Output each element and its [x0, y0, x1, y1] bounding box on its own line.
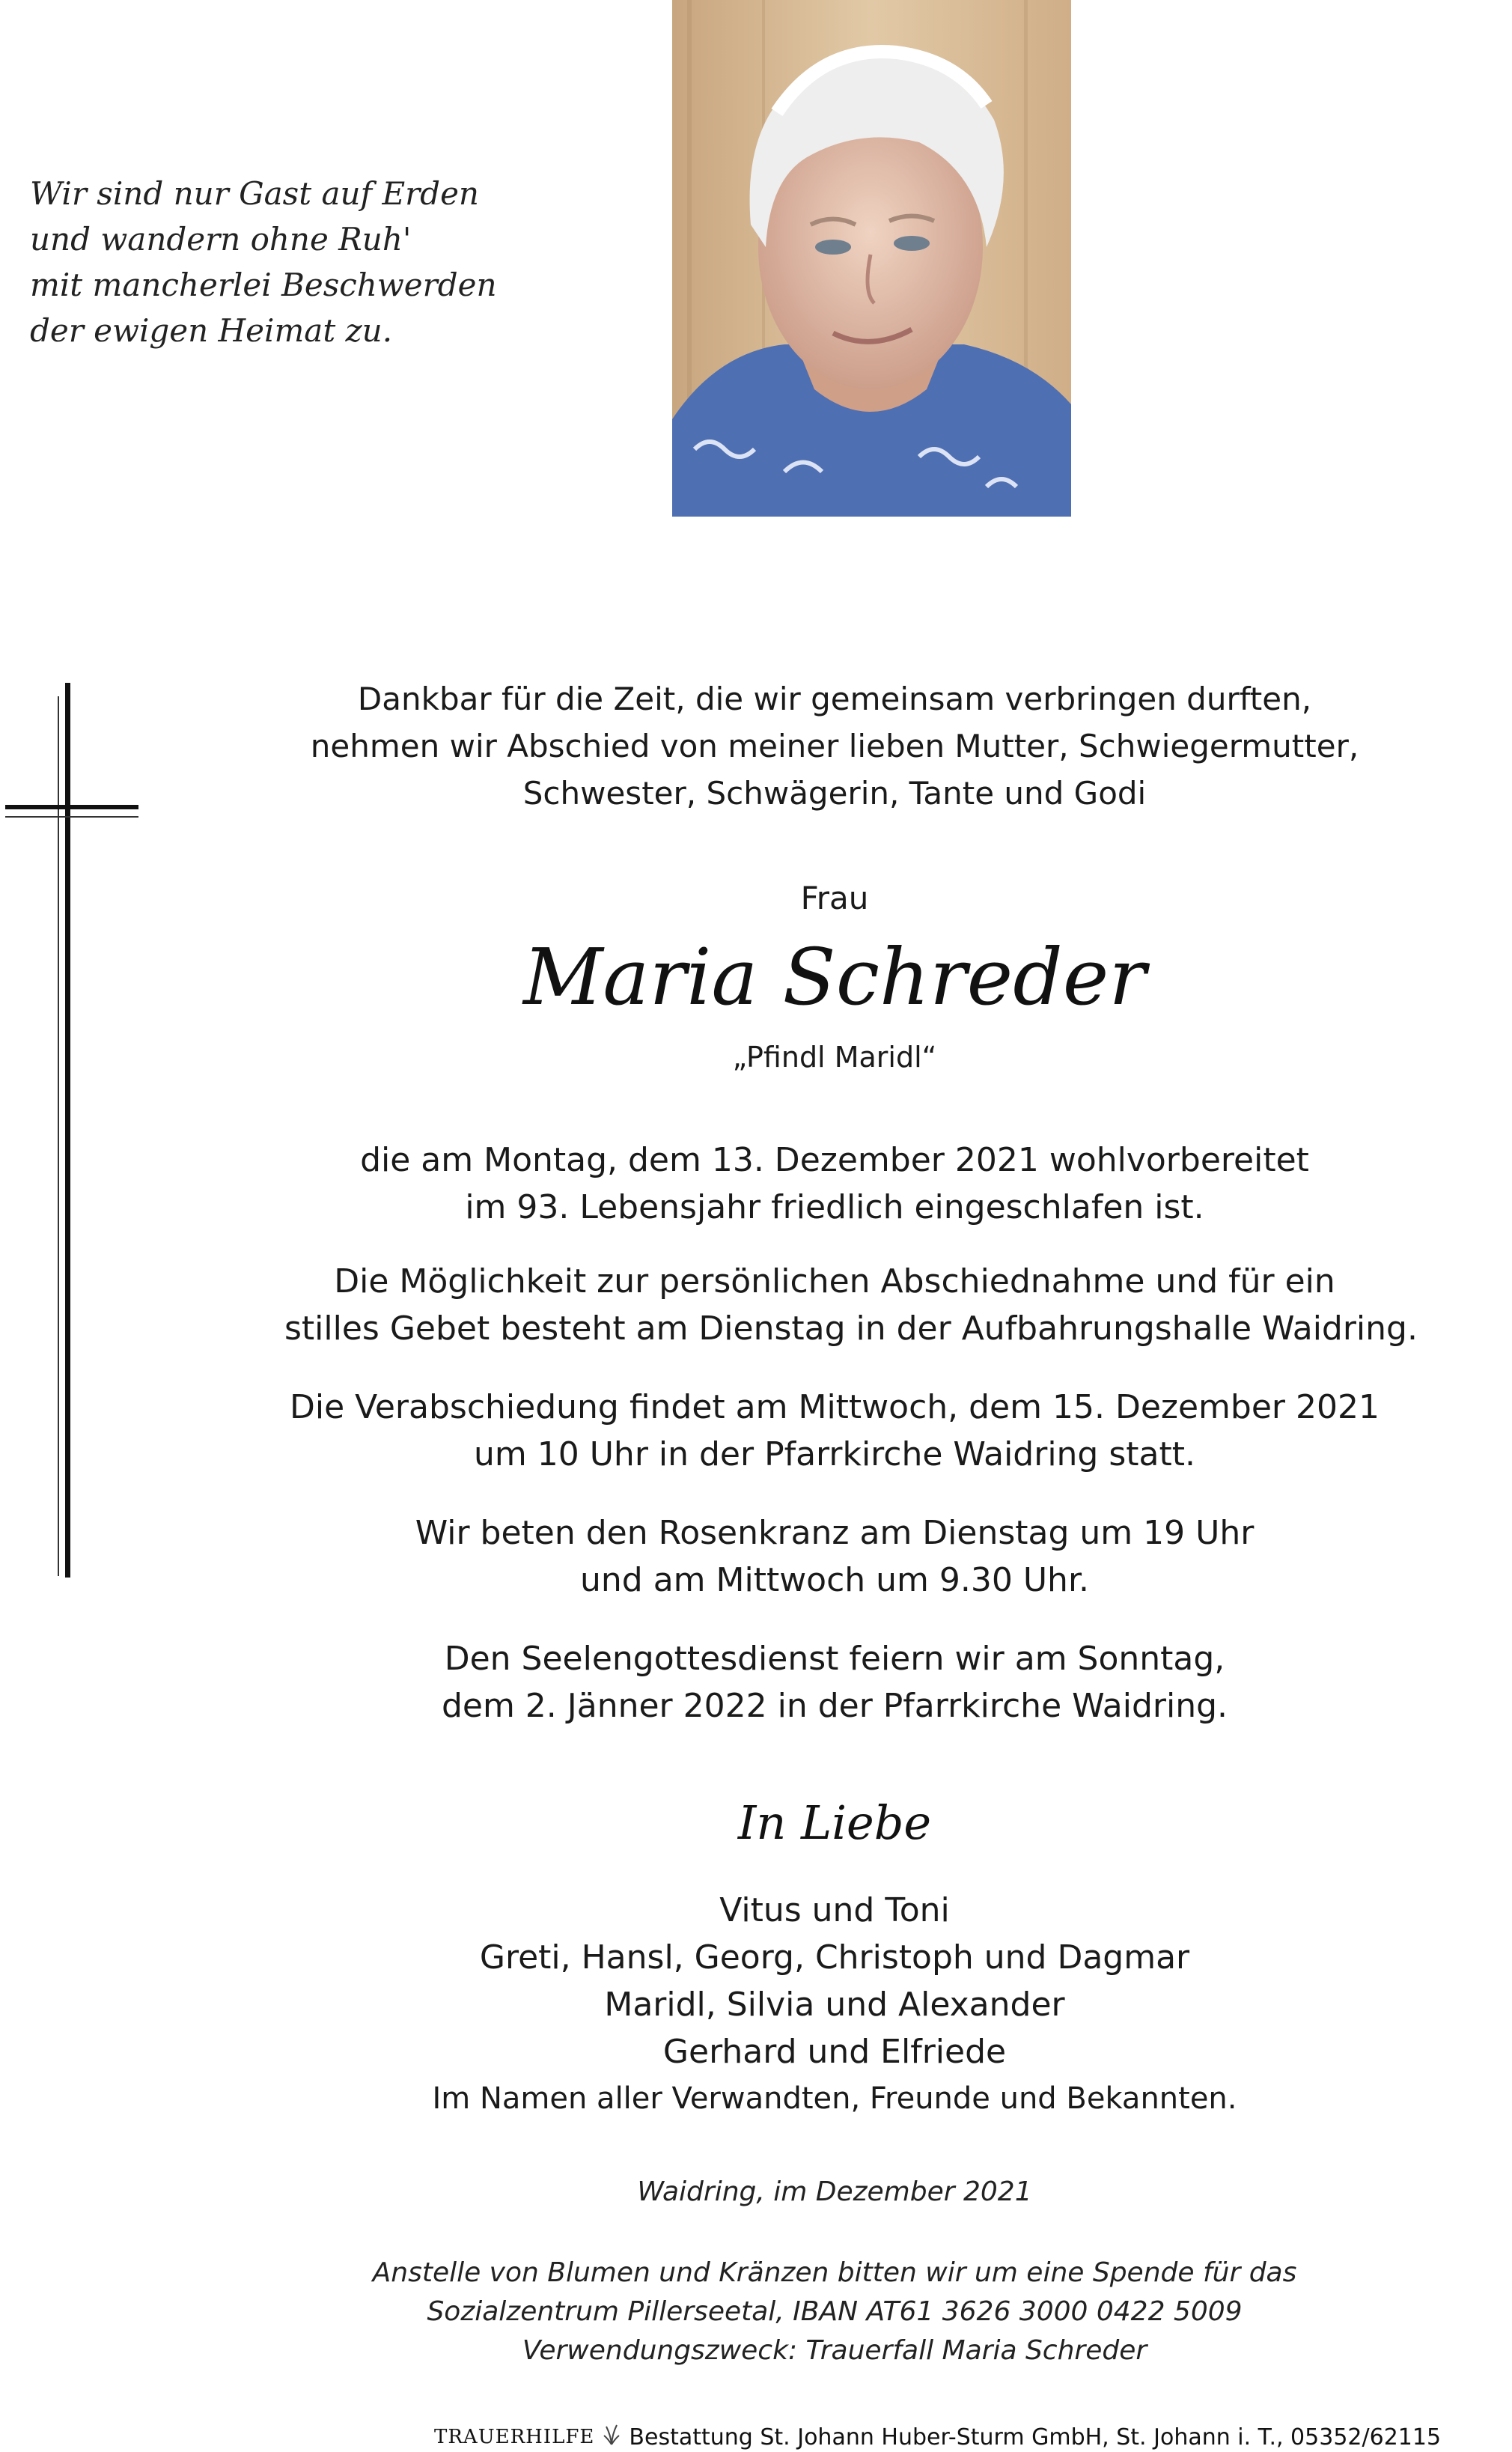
- viewing-notice: [284, 1258, 1418, 1352]
- salutation: Frau: [800, 880, 869, 916]
- farewell-notice: [284, 1384, 1385, 1478]
- farewell-line: Die Verabschiedung findet am Mittwoch, dem 15. Dezember 2021: [290, 1388, 1380, 1426]
- death-line: die am Montag, dem 13. Dezember 2021 wohlvorbereitet: [360, 1141, 1309, 1179]
- memorial-verse: [30, 171, 497, 353]
- footer: [434, 2422, 1441, 2452]
- portrait-photo: [672, 0, 1071, 517]
- donation-line: Verwendungszweck: Trauerfall Maria Schreder: [522, 2335, 1147, 2366]
- rosary-notice: [284, 1509, 1385, 1604]
- nickname: „Pfindl Maridl“: [732, 1041, 937, 1074]
- mass-line: Den Seelengottesdienst feiern wir am Sonntag,: [444, 1640, 1225, 1678]
- family-line: Vitus und Toni: [719, 1891, 950, 1929]
- leaf-icon: [602, 2422, 621, 2452]
- deceased-name: Maria Schreder: [522, 931, 1147, 1023]
- intro-line: Schwester, Schwägerin, Tante und Godi: [522, 775, 1147, 812]
- intro-line: nehmen wir Abschied von meiner lieben Mutter, Schwiegermutter,: [310, 728, 1359, 764]
- family-line: Greti, Hansl, Georg, Christoph und Dagmar: [479, 1938, 1190, 1977]
- viewing-line: stilles Gebet besteht am Dienstag in der Aufbahrungshalle Waidring.: [284, 1309, 1418, 1348]
- verse-line: mit mancherlei Beschwerden: [30, 267, 497, 303]
- death-line: im 93. Lebensjahr friedlich eingeschlafen ist.: [465, 1188, 1204, 1226]
- cross-vertical-line: [58, 696, 59, 1576]
- cross-horizontal-bar: [5, 805, 138, 809]
- viewing-line: Die Möglichkeit zur persönlichen Abschiednahme und für ein: [334, 1262, 1335, 1300]
- intro-text: [284, 675, 1385, 817]
- mass-line: dem 2. Jänner 2022 in der Pfarrkirche Waidring.: [441, 1687, 1228, 1725]
- donation-line: Anstelle von Blumen und Kränzen bitten wir um eine Spende für das: [372, 2257, 1297, 2288]
- rosary-line: Wir beten den Rosenkranz am Dienstag um 19 Uhr: [415, 1514, 1255, 1552]
- death-notice: [284, 1137, 1385, 1231]
- family-line: Maridl, Silvia und Alexander: [604, 1986, 1065, 2024]
- family-closing: Im Namen aller Verwandten, Freunde und Bekannten.: [432, 2081, 1237, 2116]
- family-list: [284, 1887, 1385, 2075]
- mass-notice: [284, 1635, 1385, 1730]
- cross-horizontal-line: [5, 816, 138, 818]
- verse-line: Wir sind nur Gast auf Erden: [30, 175, 479, 212]
- rosary-line: und am Mittwoch um 9.30 Uhr.: [580, 1561, 1089, 1599]
- signoff: In Liebe: [737, 1795, 932, 1850]
- footer-company: Bestattung St. Johann Huber-Sturm GmbH, St. Johann i. T., 05352/62115: [629, 2424, 1442, 2451]
- donation-request: [284, 2254, 1385, 2370]
- intro-line: Dankbar für die Zeit, die wir gemeinsam verbringen durften,: [357, 681, 1312, 717]
- footer-brand: TRAUERHILFE: [434, 2426, 595, 2448]
- donation-line: Sozialzentrum Pillerseetal, IBAN AT61 3626 3000 0422 5009: [427, 2296, 1243, 2327]
- verse-line: der ewigen Heimat zu.: [30, 312, 393, 349]
- farewell-line: um 10 Uhr in der Pfarrkirche Waidring statt.: [474, 1435, 1195, 1473]
- family-line: Gerhard und Elfriede: [662, 2033, 1007, 2071]
- verse-line: und wandern ohne Ruh': [30, 221, 412, 258]
- place-date: Waidring, im Dezember 2021: [637, 2176, 1032, 2207]
